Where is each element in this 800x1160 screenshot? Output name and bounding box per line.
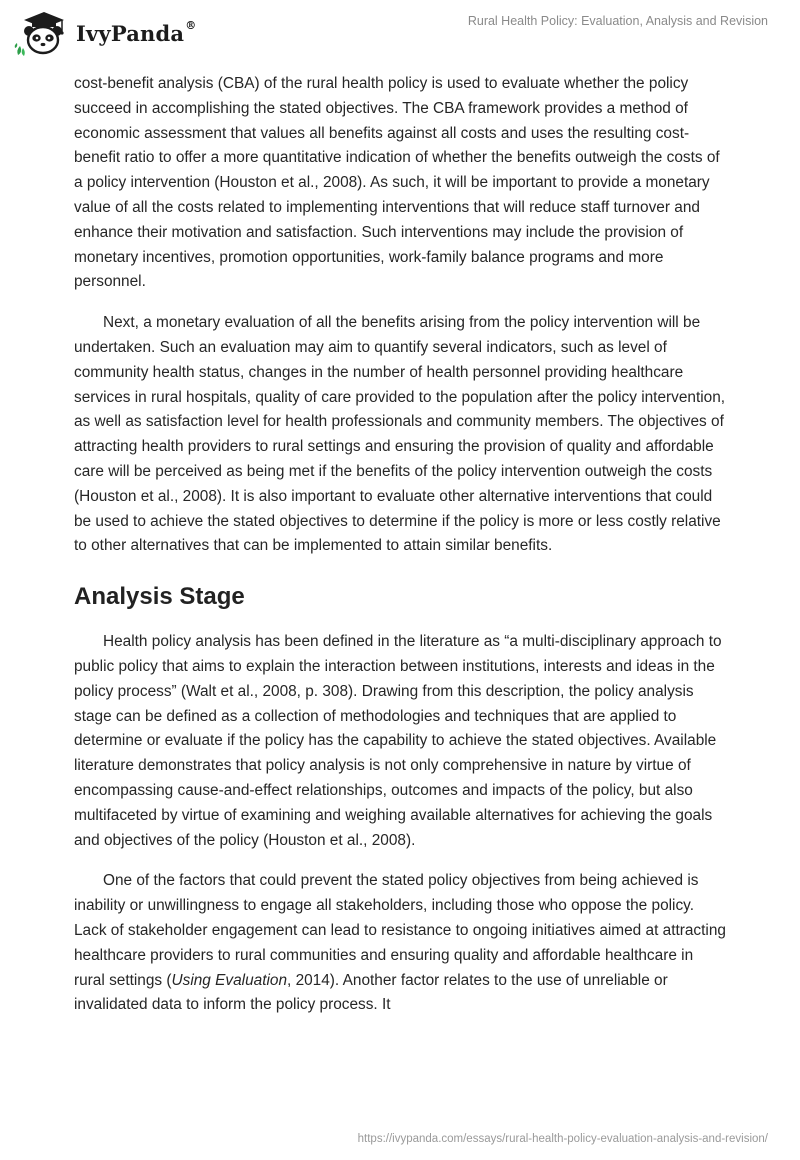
paragraph-policy-analysis-definition: Health policy analysis has been defined in the literature as “a multi-disciplinary approach to public policy that aims to explain the interaction between institutions, interests and ideas in the policy process” (Walt et al., 2008, p. 308). Drawing from this description, the policy analysis stage can be defined as a collection of methodologies and techniques that are applied to determine or evaluate if the policy has the capability to achieve the stated objectives. Available literature demonstrates that policy analysis is not only comprehensive in nature by virtue of encompassing cause-and-effect relationships, outcomes and impacts of the policy, but also multifaceted by virtue of examining and weighing available alternatives for achieving the goals and objectives of the policy (Houston et al., 2008).: [74, 633, 722, 849]
page-header: [0, 0, 800, 64]
brand-name-text: IvyPanda: [76, 20, 185, 46]
document-title: Rural Health Policy: Evaluation, Analysis and Revision: [467, 14, 768, 28]
brand-name: [76, 18, 197, 46]
ivypanda-logo[interactable]: [14, 10, 196, 56]
paragraph-obstacles: [74, 869, 728, 1018]
paragraph-obstacles-part1: One of the factors that could prevent the stated policy objectives from being achieved is inability or unwillingness to engage all stakeholders, including those who oppose the policy. Lack of stakeholder engagement can lead to resistance to ongoing initiatives aimed at attracting healthcare providers to rural communities and ensuring quality and affordable healthcare in rural settings (: [74, 872, 726, 989]
panda-graduate-icon: [14, 10, 70, 56]
section-heading-analysis-stage: Analysis Stage: [74, 583, 245, 611]
paragraph-obstacles-part2: , 2014). Another factor relates to the use of unreliable or invalidated data to inform the policy process. It: [74, 971, 668, 1014]
citation-title: Using Evaluation: [171, 971, 288, 989]
source-url[interactable]: https://ivypanda.com/essays/rural-health-policy-evaluation-analysis-and-revision/: [357, 1133, 768, 1145]
essay-body: [74, 72, 728, 1018]
paragraph-cba: cost-benefit analysis (CBA) of the rural health policy is used to evaluate whether the policy succeed in accomplishing the stated objectives. The CBA framework provides a method of economic assessment that values all benefits against all costs and uses the resulting cost-benefit ratio to offer a more quantitative indication of whether the benefits outweigh the costs of a policy intervention (Houston et al., 2008). As such, it will be important to provide a monetary value of all the costs related to implementing interventions that will reduce staff turnover and enhance their motivation and satisfaction. Such interventions may include the provision of monetary incentives, promotion opportunities, work-family balance programs and more personnel.: [74, 75, 720, 291]
registered-mark: ®: [185, 18, 197, 32]
paragraph-benefits-evaluation: Next, a monetary evaluation of all the benefits arising from the policy intervention will be undertaken. Such an evaluation may aim to quantify several indicators, such as level of community health status, changes in the number of health personnel providing healthcare services in rural hospitals, quality of care provided to the population after the policy intervention, as well as satisfaction level for health professionals and community members. The objectives of attracting health providers to rural settings and ensuring the provision of quality and affordable care will be perceived as being met if the benefits of the policy intervention outweigh the costs (Houston et al., 2008). It is also important to evaluate other alternative interventions that could be used to achieve the stated objectives to determine if the policy is more or less costly relative to other alternatives that can be implemented to attain similar benefits.: [74, 314, 726, 555]
